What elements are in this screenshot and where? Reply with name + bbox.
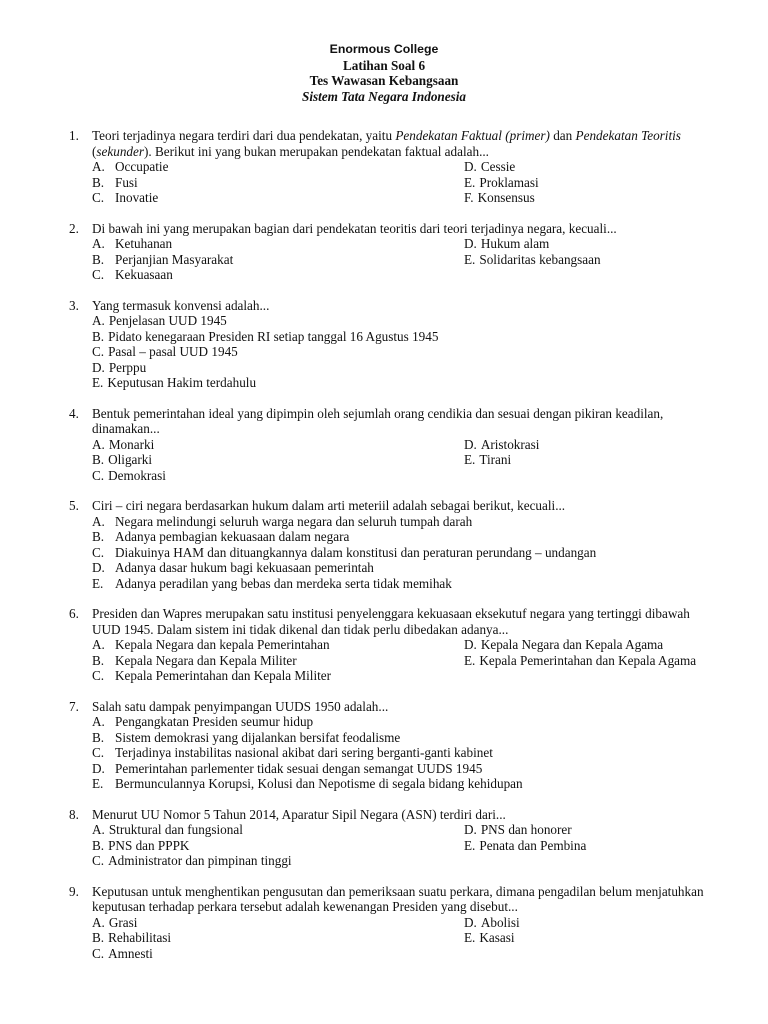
question-text: Presiden dan Wapres merupakan satu institusi penyelenggara kekuasaan eksekutuf negara yang tertinggi dibawah UUD 1945. Dalam sistem ini tidak dikenal dan tidak perlu dibedakan adanya...	[92, 606, 690, 637]
question-2	[0, 221, 768, 283]
option-c: C. Kepala Pemerintahan dan Kepala Militer	[92, 668, 332, 683]
option-b: B. Sistem demokrasi yang dijalankan bersifat feodalisme	[92, 729, 401, 745]
question-text: Salah satu dampak penyimpangan UUDS 1950 adalah...	[92, 698, 389, 714]
option-b: B. Adanya pembagian kekuasaan dalam negara	[92, 529, 350, 544]
option-e: E. Kasasi	[464, 930, 515, 945]
option-c: C. Amnesti	[92, 945, 153, 961]
option-d: D. Abolisi	[464, 914, 520, 930]
answer-options	[92, 915, 712, 962]
option-a: A. Struktural dan fungsional	[92, 822, 243, 837]
option-b: B. Fusi	[92, 174, 138, 190]
option-d: D. Kepala Negara dan Kepala Agama	[464, 637, 664, 652]
option-f: F. Konsensus	[464, 190, 535, 205]
question-number: 9.	[69, 883, 79, 899]
option-d: D. Pemerintahan parlementer tidak sesuai dengan semangat UUDS 1945	[92, 760, 483, 776]
question-3	[0, 298, 768, 391]
option-d: D. Adanya dasar hukum bagi kekuasaan pemerintah	[92, 560, 374, 575]
question-8	[0, 807, 768, 869]
answer-options	[92, 159, 712, 206]
question-number: 1.	[69, 128, 79, 143]
answer-options	[92, 236, 712, 283]
question-number: 6.	[69, 606, 79, 621]
option-c: C. Kekuasaan	[92, 267, 173, 282]
question-4	[0, 406, 768, 484]
option-e: E. Bermunculannya Korupsi, Kolusi dan Nepotisme di segala bidang kehidupan	[92, 776, 523, 791]
question-number: 2.	[69, 220, 79, 236]
question-number: 4.	[69, 405, 79, 421]
option-a: A. Monarki	[92, 436, 155, 452]
question-text: Keputusan untuk menghentikan pengusutan dan pemeriksaan suatu perkara, dimana pengadilan belum menjatuhkan keputusan terhadap perkara tersebut adalah kewenangan Presiden yang disebut...	[92, 883, 704, 914]
document-subtitle: Tes Wawasan Kebangsaan	[309, 73, 459, 88]
question-number: 7.	[69, 698, 79, 714]
option-e: E. Penata dan Pembina	[464, 837, 587, 853]
option-d: D. PNS dan honorer	[464, 822, 572, 837]
question-7	[0, 699, 768, 792]
option-a: A. Kepala Negara dan kepala Pemerintahan	[92, 637, 330, 652]
option-c: C. Pasal – pasal UUD 1945	[92, 344, 238, 359]
option-d: D. Perppu	[92, 359, 147, 375]
option-c: C. Administrator dan pimpinan tinggi	[92, 853, 292, 868]
option-e: E. Keputusan Hakim terdahulu	[92, 375, 257, 390]
question-number: 8.	[69, 806, 79, 822]
question-text: Teori terjadinya negara terdiri dari dua pendekatan, yaitu Pendekatan Faktual (primer) dan Pendekatan Teoritis (sekunder). Berikut ini yang bukan merupakan pendekatan faktual adalah...	[92, 128, 681, 159]
option-c: C. Terjadinya instabilitas nasional akibat dari sering berganti-ganti kabinet	[92, 745, 493, 760]
option-e: E. Tirani	[464, 452, 512, 467]
question-number: 3.	[69, 297, 79, 313]
answer-options	[92, 637, 712, 684]
option-a: A. Ketuhanan	[92, 236, 173, 251]
answer-options	[92, 514, 712, 592]
option-b: B. Perjanjian Masyarakat	[92, 251, 234, 267]
option-d: D. Aristokrasi	[464, 436, 540, 452]
school-name: Enormous College	[329, 42, 439, 56]
question-number: 5.	[69, 498, 79, 513]
question-1	[0, 128, 768, 206]
question-5	[0, 498, 768, 591]
option-a: A. Pengangkatan Presiden seumur hidup	[92, 714, 314, 729]
option-c: C. Inovatie	[92, 190, 159, 205]
question-text: Menurut UU Nomor 5 Tahun 2014, Aparatur Sipil Negara (ASN) terdiri dari...	[92, 806, 506, 822]
option-a: A. Negara melindungi seluruh warga negara dan seluruh tumpah darah	[92, 513, 473, 529]
option-c: C. Demokrasi	[92, 467, 166, 483]
question-9	[0, 884, 768, 962]
answer-options	[92, 437, 712, 484]
option-a: A. Grasi	[92, 914, 138, 930]
document-topic: Sistem Tata Negara Indonesia	[301, 88, 466, 104]
document-title: Latihan Soal 6	[342, 57, 426, 73]
question-text: Bentuk pemerintahan ideal yang dipimpin oleh sejumlah orang cendikia dan sesuai dengan pikiran keadilan, dinamakan...	[92, 405, 664, 436]
question-6	[0, 606, 768, 684]
question-text: Ciri – ciri negara berdasarkan hukum dalam arti meteriil adalah sebagai berikut, kecuali...	[92, 498, 566, 513]
option-a: A. Penjelasan UUD 1945	[92, 313, 227, 328]
option-b: B. Oligarki	[92, 452, 153, 467]
option-d: D. Hukum alam	[464, 236, 550, 251]
answer-options	[92, 313, 712, 391]
question-list	[0, 128, 768, 976]
answer-options	[92, 714, 712, 792]
option-b: B. Pidato kenegaraan Presiden RI setiap tanggal 16 Agustus 1945	[92, 328, 439, 344]
answer-options	[92, 822, 712, 869]
option-e: E. Solidaritas kebangsaan	[464, 251, 601, 267]
option-c: C. Diakuinya HAM dan dituangkannya dalam konstitusi dan peraturan perundang – undangan	[92, 544, 597, 560]
question-text: Yang termasuk konvensi adalah...	[92, 297, 270, 313]
question-text: Di bawah ini yang merupakan bagian dari pendekatan teoritis dari teori terjadinya negara, kecuali...	[92, 220, 617, 236]
option-e: E. Adanya peradilan yang bebas dan merdeka serta tidak memihak	[92, 575, 452, 591]
option-b: B. Kepala Negara dan Kepala Militer	[92, 652, 297, 668]
document-header	[0, 42, 768, 104]
option-b: B. Rehabilitasi	[92, 930, 172, 945]
option-b: B. PNS dan PPPK	[92, 837, 190, 853]
option-e: E. Proklamasi	[464, 174, 539, 190]
option-d: D. Cessie	[464, 159, 516, 174]
option-a: A. Occupatie	[92, 159, 169, 174]
option-e: E. Kepala Pemerintahan dan Kepala Agama	[464, 652, 697, 668]
